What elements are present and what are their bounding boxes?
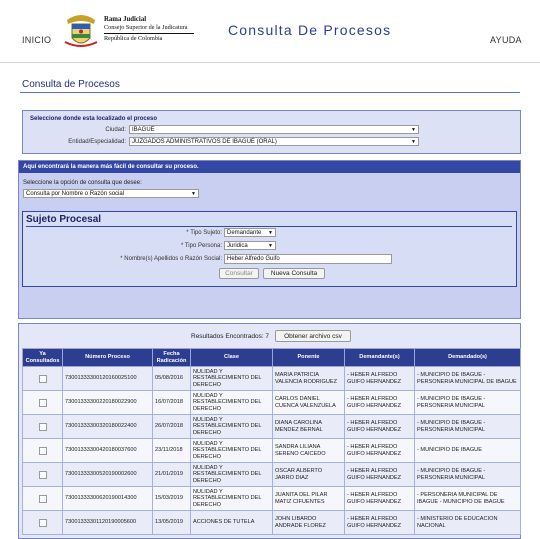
tipo-persona-select[interactable]: Juridica ▼ xyxy=(224,241,276,250)
ya-consultado-cell xyxy=(23,487,63,511)
table-row[interactable] xyxy=(23,511,521,535)
numero-proceso-link[interactable]: 73001333300420180037600 xyxy=(63,439,153,463)
site-title: Consulta De Procesos xyxy=(228,22,392,38)
page-title: Consulta de Procesos xyxy=(22,79,120,90)
consultar-button[interactable]: Consultar xyxy=(219,268,259,279)
ponente-cell: JOHN LIBARDO ANDRADE FLOREZ xyxy=(273,511,345,535)
results-table xyxy=(22,348,521,535)
table-row[interactable] xyxy=(23,415,521,439)
table-row[interactable] xyxy=(23,487,521,511)
chevron-down-icon: ▼ xyxy=(411,127,416,133)
fecha-cell: 21/01/2019 xyxy=(153,463,191,487)
logo-text: Rama Judicial Consejo Superior de la Judicatura República de Colombia xyxy=(104,16,194,43)
consult-option-select[interactable]: Consulta por Nombre o Razón social ▼ xyxy=(23,189,199,198)
demandado-cell: - MUNICIPIO DE IBAGUE - PERSONERIA MUNICIPAL xyxy=(415,415,521,439)
fecha-cell: 15/03/2019 xyxy=(153,487,191,511)
option-label: Seleccione la opción de consulta que desee: xyxy=(23,180,142,186)
top-header xyxy=(0,0,540,63)
results-count: Resultados Encontrados: 7 xyxy=(191,333,270,340)
demandado-cell: - MUNICIPIO DE IBAGUE - PERSONERIA MUNICIPAL DE IBAGUE xyxy=(415,367,521,391)
ponente-cell: SANDRA LILIANA SERENO CAICEDO xyxy=(273,439,345,463)
col-fecha-radicacion[interactable]: Fecha Radicación xyxy=(153,349,191,367)
csv-button[interactable]: Obtener archivo csv xyxy=(275,330,351,342)
nueva-consulta-button[interactable]: Nueva Consulta xyxy=(263,268,325,279)
ponente-cell: MARIA PATRICIA VALENCIA RODRIGUEZ xyxy=(273,367,345,391)
table-header-row xyxy=(23,349,521,367)
ponente-cell: JUANITA DEL PILAR MATIZ CIFUENTES xyxy=(273,487,345,511)
inicio-link[interactable]: INICIO xyxy=(22,35,52,45)
col-ya-consultados[interactable]: Ya Consultados xyxy=(23,349,63,367)
demandante-cell: - HEBER ALFREDO GUIFO HERNANDEZ xyxy=(345,511,415,535)
demandado-cell: - MUNICIPIO DE IBAGUE xyxy=(415,439,521,463)
demandado-cell: - PERSONERIA MUNICIPAL DE IBAGUE - MUNICIPIO DE IBAGUE xyxy=(415,487,521,511)
col-numero-proceso[interactable]: Número Proceso xyxy=(63,349,153,367)
ciudad-label: Ciudad: xyxy=(105,127,126,133)
clase-cell: ACCIONES DE TUTELA xyxy=(191,511,273,535)
ciudad-select[interactable]: IBAGUE ▼ xyxy=(129,125,419,134)
demandante-cell: - HEBER ALFREDO GUIFO HERNANDEZ xyxy=(345,391,415,415)
col-clase[interactable]: Clase xyxy=(191,349,273,367)
entidad-label: Entidad/Especialidad: xyxy=(68,139,126,145)
entidad-select[interactable]: JUZGADOS ADMINISTRATIVOS DE IBAGUE (ORAL) ▼ xyxy=(129,137,419,146)
col-ponente[interactable]: Ponente xyxy=(273,349,345,367)
ya-consultado-cell xyxy=(23,511,63,535)
ya-consultado-cell xyxy=(23,415,63,439)
ya-consultado-checkbox[interactable] xyxy=(39,399,47,407)
ya-consultado-checkbox[interactable] xyxy=(39,447,47,455)
heading-divider xyxy=(20,92,520,93)
numero-proceso-link[interactable]: 73001333300320180022400 xyxy=(63,415,153,439)
ya-consultado-cell xyxy=(23,463,63,487)
ya-consultado-checkbox[interactable] xyxy=(39,495,47,503)
sujeto-title: Sujeto Procesal xyxy=(26,214,102,225)
clase-cell: NULIDAD Y RESTABLECIMIENTO DEL DERECHO xyxy=(191,391,273,415)
consult-intro: Aquí encontrará la manera más fácil de consultar su proceso. xyxy=(23,164,199,170)
location-title: Seleccione donde esta localizado el proceso xyxy=(30,116,158,122)
col-demandantes[interactable]: Demandante(s) xyxy=(345,349,415,367)
ponente-cell: DIANA CAROLINA MENDEZ BERNAL xyxy=(273,415,345,439)
demandado-cell: - MINISTERIO DE EDUCACION NACIONAL xyxy=(415,511,521,535)
consult-intro-bar xyxy=(19,161,520,173)
demandante-cell: - HEBER ALFREDO GUIFO HERNANDEZ xyxy=(345,439,415,463)
clase-cell: NULIDAD Y RESTABLECIMIENTO DEL DERECHO xyxy=(191,415,273,439)
table-row[interactable] xyxy=(23,463,521,487)
demandante-cell: - HEBER ALFREDO GUIFO HERNANDEZ xyxy=(345,487,415,511)
fecha-cell: 23/11/2018 xyxy=(153,439,191,463)
ya-consultado-cell xyxy=(23,439,63,463)
col-demandados[interactable]: Demandado(s) xyxy=(415,349,521,367)
demandante-cell: - HEBER ALFREDO GUIFO HERNANDEZ xyxy=(345,415,415,439)
numero-proceso-link[interactable]: 73001333300120160025100 xyxy=(63,367,153,391)
chevron-down-icon: ▼ xyxy=(191,191,196,197)
fecha-cell: 05/08/2016 xyxy=(153,367,191,391)
ya-consultado-checkbox[interactable] xyxy=(39,519,47,527)
clase-cell: NULIDAD Y RESTABLECIMIENTO DEL DERECHO xyxy=(191,367,273,391)
fecha-cell: 26/07/2018 xyxy=(153,415,191,439)
numero-proceso-link[interactable]: 73001333300520190002600 xyxy=(63,463,153,487)
ya-consultado-cell xyxy=(23,391,63,415)
chevron-down-icon: ▼ xyxy=(268,243,273,249)
ponente-cell: OSCAR ALBERTO JARRO DIAZ xyxy=(273,463,345,487)
clase-cell: NULIDAD Y RESTABLECIMIENTO DEL DERECHO xyxy=(191,439,273,463)
tipo-persona-label: * Tipo Persona: xyxy=(180,243,222,249)
ayuda-link[interactable]: AYUDA xyxy=(490,35,522,45)
table-row[interactable] xyxy=(23,367,521,391)
tipo-sujeto-label: * Tipo Sujeto: xyxy=(186,230,222,236)
demandado-cell: - MUNICIPIO DE IBAGUE - PERSONERIA MUNICIPAL xyxy=(415,391,521,415)
nombre-input[interactable]: Heber Alfredo Guifo xyxy=(224,254,392,264)
clase-cell: NULIDAD Y RESTABLECIMIENTO DEL DERECHO xyxy=(191,463,273,487)
numero-proceso-link[interactable]: 73001333300220180022900 xyxy=(63,391,153,415)
chevron-down-icon: ▼ xyxy=(411,139,416,145)
ya-consultado-checkbox[interactable] xyxy=(39,471,47,479)
fecha-cell: 16/07/2018 xyxy=(153,391,191,415)
sujeto-procesal-box xyxy=(22,211,517,287)
table-row[interactable] xyxy=(23,391,521,415)
demandante-cell: - HEBER ALFREDO GUIFO HERNANDEZ xyxy=(345,367,415,391)
ya-consultado-checkbox[interactable] xyxy=(39,375,47,383)
ponente-cell: CARLOS DANIEL CUENCA VALENZUELA xyxy=(273,391,345,415)
demandante-cell: - HEBER ALFREDO GUIFO HERNANDEZ xyxy=(345,463,415,487)
demandado-cell: - MUNICIPIO DE IBAGUE - PERSONERIA MUNICIPAL xyxy=(415,463,521,487)
tipo-sujeto-select[interactable]: Demandante ▼ xyxy=(224,228,276,237)
clase-cell: NULIDAD Y RESTABLECIMIENTO DEL DERECHO xyxy=(191,487,273,511)
chevron-down-icon: ▼ xyxy=(268,230,273,236)
nombre-label: * Nombre(s) Apellidos o Razón Social: xyxy=(120,256,222,262)
location-panel xyxy=(22,110,521,154)
numero-proceso-link[interactable]: 73001333300620190014300 xyxy=(63,487,153,511)
fecha-cell: 13/05/2019 xyxy=(153,511,191,535)
ya-consultado-checkbox[interactable] xyxy=(39,423,47,431)
ya-consultado-cell xyxy=(23,367,63,391)
colombia-coat-of-arms-icon xyxy=(63,12,99,50)
consult-panel xyxy=(18,160,521,319)
table-row[interactable] xyxy=(23,439,521,463)
numero-proceso-link[interactable]: 73001333301120190005600 xyxy=(63,511,153,535)
